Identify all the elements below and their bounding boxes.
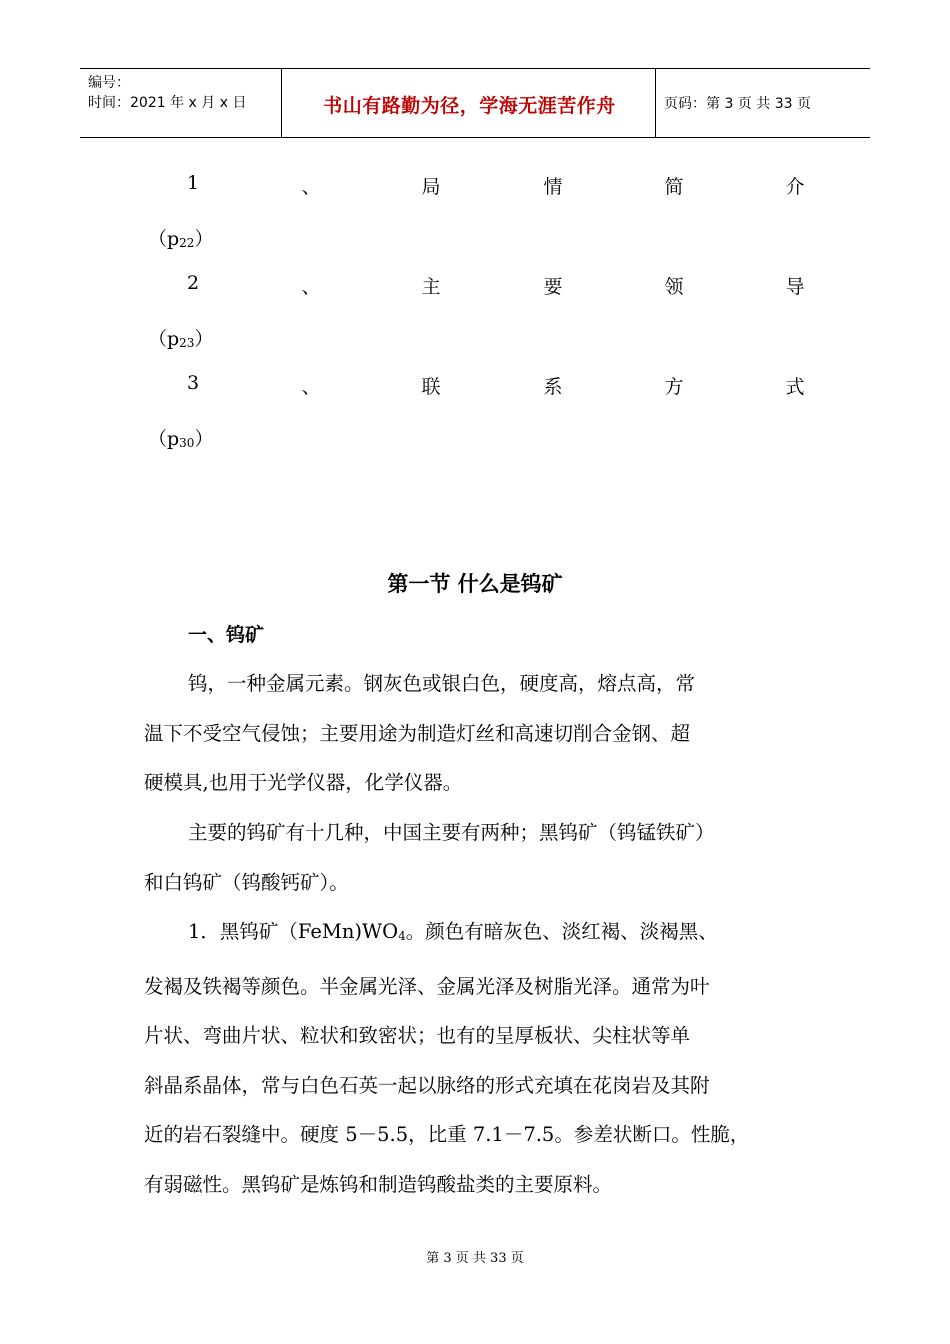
paragraph-line: 温下不受空气侵蚀；主要用途为制造灯丝和高速切削合金钢、超: [144, 721, 691, 745]
header-meta: [88, 73, 246, 113]
doc-number-label: 编号：: [88, 75, 130, 91]
toc-page-ref: $(p_{30})$: [148, 428, 214, 450]
toc-char: 主: [421, 276, 441, 298]
paragraph-line: 片状、弯曲片状、粒状和致密状；也有的呈厚板状、尖柱状等单: [144, 1024, 691, 1047]
toc-number: 2: [186, 272, 200, 294]
toc-separator: 、: [301, 376, 321, 398]
paragraph-line: 发褐及铁褐等颜色。半金属光泽、金属光泽及树脂光泽。通常为叶: [144, 974, 710, 998]
subheading: 一、钨矿: [188, 624, 265, 646]
date-label: 时间：2021 年 x 月 x 日: [88, 95, 247, 111]
toc-char: 联: [421, 376, 441, 398]
toc-entry: [188, 172, 806, 202]
toc-char: 导: [785, 276, 805, 298]
paragraph-line: 硬模具,也用于光学仪器，化学仪器。: [144, 771, 463, 794]
toc-char: 局: [421, 176, 441, 198]
paragraph: [144, 808, 808, 907]
toc-char: 系: [543, 376, 563, 398]
paragraph: [144, 907, 808, 1209]
document-header: [80, 68, 870, 138]
paragraph-line: 斜晶系晶体，常与白色石英一起以脉络的形式充填在花岗岩及其附: [144, 1073, 710, 1097]
paragraph-line: 和白钨矿（钨酸钙矿）。: [144, 870, 349, 894]
toc-char: 简: [664, 176, 684, 198]
toc-page-ref: $(p_{23})$: [148, 328, 214, 350]
toc-number: 3: [186, 372, 200, 394]
paragraph-line: 钨，一种金属元素。钢灰色或银白色，硬度高，熔点高，常: [188, 672, 696, 695]
toc-entry: [188, 272, 806, 302]
toc-entry: [188, 372, 806, 402]
toc-char: 方: [664, 376, 684, 398]
toc-char: 式: [785, 376, 805, 398]
paragraph: [144, 659, 808, 808]
toc-char: 要: [543, 276, 563, 298]
section-title: 第一节 什么是钨矿: [387, 572, 563, 596]
header-divider: [655, 69, 656, 137]
toc-number: 1: [186, 172, 200, 194]
page-footer: 第 3 页 共 33 页: [426, 1251, 524, 1266]
toc-char: 情: [543, 176, 563, 198]
toc-separator: 、: [301, 176, 321, 198]
header-divider: [281, 69, 282, 137]
toc-char: 介: [785, 176, 805, 198]
toc-char: 领: [664, 276, 684, 298]
header-page-info: 页码：第 3 页 共 33 页: [664, 96, 811, 112]
paragraph-line: 近的岩石裂缝中。硬度 5－5.5，比重 7.1－7.5。参差状断口。性脆，: [144, 1123, 750, 1146]
header-motto: 书山有路勤为径，学海无涯苦作舟: [323, 95, 616, 117]
toc-page-ref: $(p_{22})$: [148, 228, 214, 250]
paragraph-line: 1．黑钨矿$(FeMn)WO_4$。颜色有暗灰色、淡红褐、淡褐黑、: [188, 920, 718, 943]
paragraph-line: 主要的钨矿有十几种，中国主要有两种；黑钨矿（钨锰铁矿）: [188, 821, 715, 844]
paragraph-line: 有弱磁性。黑钨矿是炼钨和制造钨酸盐类的主要原料。: [144, 1172, 613, 1196]
toc-separator: 、: [301, 276, 321, 298]
